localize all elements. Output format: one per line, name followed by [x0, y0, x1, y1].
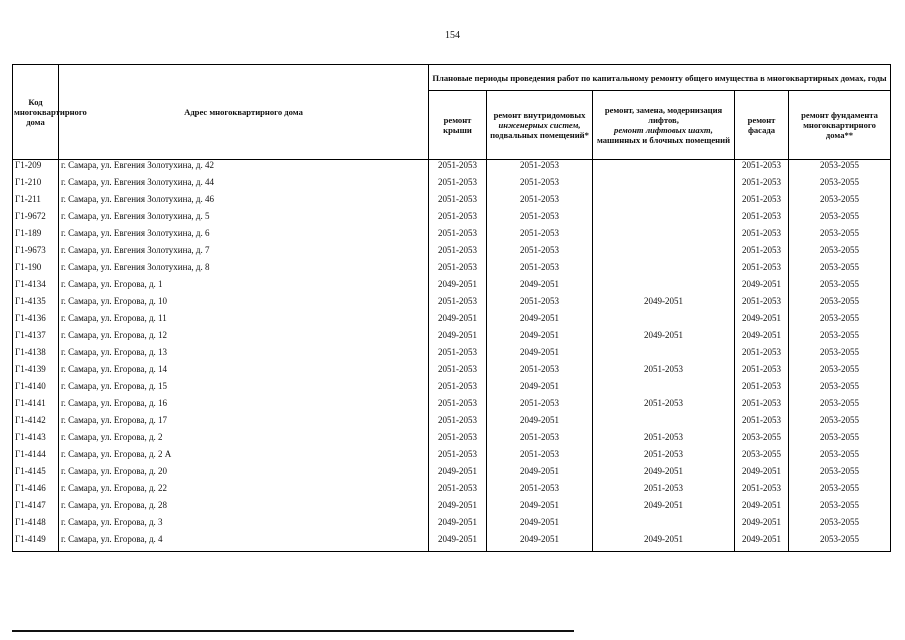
cell-address: г. Самара, ул. Евгения Золотухина, д. 46	[59, 194, 429, 211]
cell-code: Г1-209	[13, 160, 59, 178]
header-lifts-part-1: ремонт, замена, модернизация лифтов,	[604, 105, 723, 125]
cell-foundation: 2053-2055	[789, 330, 891, 347]
cell-lifts	[593, 415, 735, 432]
header-internal-part-3: подвальных помещений*	[490, 130, 589, 140]
cell-code: Г1-9672	[13, 211, 59, 228]
cell-code: Г1-4143	[13, 432, 59, 449]
cell-facade: 2049-2051	[735, 534, 789, 552]
cell-roof: 2049-2051	[429, 534, 487, 552]
cell-roof: 2051-2053	[429, 432, 487, 449]
cell-foundation: 2053-2055	[789, 228, 891, 245]
cell-roof: 2051-2053	[429, 177, 487, 194]
cell-code: Г1-4146	[13, 483, 59, 500]
header-lifts-part-3: машинных и блочных помещений	[596, 135, 731, 145]
table-row	[13, 262, 891, 279]
cell-internal-systems: 2049-2051	[487, 347, 593, 364]
table-row	[13, 449, 891, 466]
cell-address: г. Самара, ул. Егорова, д. 28	[59, 500, 429, 517]
cell-roof: 2051-2053	[429, 398, 487, 415]
cell-roof: 2051-2053	[429, 483, 487, 500]
cell-roof: 2051-2053	[429, 415, 487, 432]
table-row	[13, 160, 891, 178]
cell-roof: 2049-2051	[429, 330, 487, 347]
cell-internal-systems: 2051-2053	[487, 211, 593, 228]
cell-roof: 2051-2053	[429, 211, 487, 228]
cell-code: Г1-4142	[13, 415, 59, 432]
cell-address: г. Самара, ул. Егорова, д. 12	[59, 330, 429, 347]
cell-address: г. Самара, ул. Егорова, д. 11	[59, 313, 429, 330]
header-lifts-part-2: ремонт лифтовых шахт,	[614, 125, 713, 135]
table-row	[13, 398, 891, 415]
cell-lifts	[593, 177, 735, 194]
cell-address: г. Самара, ул. Евгения Золотухина, д. 5	[59, 211, 429, 228]
cell-internal-systems: 2051-2053	[487, 262, 593, 279]
table-row	[13, 381, 891, 398]
header-group: Плановые периоды проведения работ по капитальному ремонту общего имущества в многоквартирных домах, годы	[429, 65, 891, 91]
cell-foundation: 2053-2055	[789, 211, 891, 228]
cell-facade: 2051-2053	[735, 194, 789, 211]
cell-internal-systems: 2051-2053	[487, 194, 593, 211]
cell-internal-systems: 2049-2051	[487, 381, 593, 398]
cell-facade: 2051-2053	[735, 160, 789, 178]
cell-facade: 2051-2053	[735, 364, 789, 381]
table-row	[13, 534, 891, 552]
cell-internal-systems: 2051-2053	[487, 245, 593, 262]
cell-facade: 2051-2053	[735, 211, 789, 228]
cell-lifts	[593, 160, 735, 178]
cell-address: г. Самара, ул. Егорова, д. 13	[59, 347, 429, 364]
cell-lifts: 2049-2051	[593, 466, 735, 483]
cell-foundation: 2053-2055	[789, 381, 891, 398]
cell-lifts	[593, 262, 735, 279]
cell-address: г. Самара, ул. Егорова, д. 3	[59, 517, 429, 534]
cell-address: г. Самара, ул. Егорова, д. 10	[59, 296, 429, 313]
cell-facade: 2049-2051	[735, 313, 789, 330]
cell-facade: 2051-2053	[735, 398, 789, 415]
header-internal-part-2: инженерных систем,	[498, 120, 581, 130]
cell-internal-systems: 2049-2051	[487, 279, 593, 296]
cell-code: Г1-4148	[13, 517, 59, 534]
cell-foundation: 2053-2055	[789, 160, 891, 178]
cell-internal-systems: 2051-2053	[487, 228, 593, 245]
cell-foundation: 2053-2055	[789, 500, 891, 517]
cell-internal-systems: 2049-2051	[487, 330, 593, 347]
cell-code: Г1-9673	[13, 245, 59, 262]
cell-lifts	[593, 279, 735, 296]
cell-foundation: 2053-2055	[789, 398, 891, 415]
cell-internal-systems: 2051-2053	[487, 483, 593, 500]
cell-lifts	[593, 211, 735, 228]
cell-address: г. Самара, ул. Евгения Золотухина, д. 42	[59, 160, 429, 178]
cell-internal-systems: 2051-2053	[487, 432, 593, 449]
footer-rule	[12, 630, 574, 632]
cell-internal-systems: 2049-2051	[487, 466, 593, 483]
cell-code: Г1-4134	[13, 279, 59, 296]
cell-roof: 2051-2053	[429, 381, 487, 398]
cell-lifts	[593, 245, 735, 262]
cell-address: г. Самара, ул. Евгения Золотухина, д. 7	[59, 245, 429, 262]
cell-roof: 2051-2053	[429, 262, 487, 279]
cell-roof: 2049-2051	[429, 313, 487, 330]
cell-roof: 2051-2053	[429, 296, 487, 313]
table-row	[13, 466, 891, 483]
cell-address: г. Самара, ул. Егорова, д. 1	[59, 279, 429, 296]
cell-facade: 2053-2055	[735, 449, 789, 466]
cell-lifts: 2049-2051	[593, 330, 735, 347]
cell-foundation: 2053-2055	[789, 177, 891, 194]
header-lifts	[593, 91, 735, 160]
table-row	[13, 432, 891, 449]
cell-foundation: 2053-2055	[789, 534, 891, 552]
cell-code: Г1-4145	[13, 466, 59, 483]
cell-code: Г1-4139	[13, 364, 59, 381]
table-row	[13, 500, 891, 517]
page-number: 154	[445, 30, 460, 41]
cell-foundation: 2053-2055	[789, 483, 891, 500]
table-header	[13, 65, 891, 160]
cell-internal-systems: 2051-2053	[487, 398, 593, 415]
cell-roof: 2051-2053	[429, 347, 487, 364]
cell-address: г. Самара, ул. Евгения Золотухина, д. 6	[59, 228, 429, 245]
header-internal-part-1: ремонт внутридомовых	[493, 110, 586, 120]
header-address: Адрес многоквартирного дома	[59, 65, 429, 160]
cell-lifts: 2051-2053	[593, 398, 735, 415]
cell-facade: 2051-2053	[735, 381, 789, 398]
cell-lifts: 2051-2053	[593, 432, 735, 449]
cell-facade: 2049-2051	[735, 279, 789, 296]
cell-address: г. Самара, ул. Егорова, д. 4	[59, 534, 429, 552]
cell-facade: 2051-2053	[735, 262, 789, 279]
table-row	[13, 296, 891, 313]
table-row	[13, 313, 891, 330]
header-foundation: ремонт фундамента многоквартирного дома**	[789, 91, 891, 160]
cell-internal-systems: 2051-2053	[487, 160, 593, 178]
cell-internal-systems: 2049-2051	[487, 534, 593, 552]
table-row	[13, 483, 891, 500]
cell-foundation: 2053-2055	[789, 347, 891, 364]
cell-roof: 2051-2053	[429, 228, 487, 245]
cell-lifts: 2049-2051	[593, 296, 735, 313]
cell-foundation: 2053-2055	[789, 449, 891, 466]
cell-internal-systems: 2049-2051	[487, 313, 593, 330]
cell-foundation: 2053-2055	[789, 415, 891, 432]
cell-lifts: 2049-2051	[593, 534, 735, 552]
cell-roof: 2049-2051	[429, 517, 487, 534]
cell-foundation: 2053-2055	[789, 364, 891, 381]
cell-lifts: 2051-2053	[593, 364, 735, 381]
cell-address: г. Самара, ул. Егорова, д. 2	[59, 432, 429, 449]
cell-code: Г1-4138	[13, 347, 59, 364]
cell-internal-systems: 2049-2051	[487, 517, 593, 534]
cell-code: Г1-4136	[13, 313, 59, 330]
cell-internal-systems: 2051-2053	[487, 296, 593, 313]
cell-facade: 2051-2053	[735, 415, 789, 432]
cell-roof: 2051-2053	[429, 194, 487, 211]
cell-address: г. Самара, ул. Егорова, д. 15	[59, 381, 429, 398]
cell-lifts	[593, 347, 735, 364]
cell-address: г. Самара, ул. Евгения Золотухина, д. 8	[59, 262, 429, 279]
cell-facade: 2051-2053	[735, 245, 789, 262]
cell-internal-systems: 2051-2053	[487, 364, 593, 381]
cell-address: г. Самара, ул. Евгения Золотухина, д. 44	[59, 177, 429, 194]
table-row	[13, 245, 891, 262]
cell-foundation: 2053-2055	[789, 517, 891, 534]
table-row	[13, 517, 891, 534]
cell-foundation: 2053-2055	[789, 296, 891, 313]
cell-facade: 2051-2053	[735, 296, 789, 313]
cell-lifts	[593, 194, 735, 211]
table-body	[13, 160, 891, 552]
cell-roof: 2051-2053	[429, 364, 487, 381]
header-internal-systems	[487, 91, 593, 160]
cell-address: г. Самара, ул. Егорова, д. 20	[59, 466, 429, 483]
cell-facade: 2051-2053	[735, 228, 789, 245]
cell-foundation: 2053-2055	[789, 245, 891, 262]
cell-facade: 2049-2051	[735, 330, 789, 347]
cell-internal-systems: 2051-2053	[487, 177, 593, 194]
cell-lifts: 2051-2053	[593, 483, 735, 500]
cell-lifts: 2049-2051	[593, 500, 735, 517]
cell-code: Г1-4147	[13, 500, 59, 517]
cell-lifts: 2051-2053	[593, 449, 735, 466]
cell-facade: 2049-2051	[735, 500, 789, 517]
capital-repair-table	[12, 64, 891, 552]
cell-code: Г1-211	[13, 194, 59, 211]
table-row	[13, 177, 891, 194]
cell-code: Г1-189	[13, 228, 59, 245]
cell-code: Г1-4137	[13, 330, 59, 347]
cell-lifts	[593, 517, 735, 534]
cell-address: г. Самара, ул. Егорова, д. 14	[59, 364, 429, 381]
cell-foundation: 2053-2055	[789, 432, 891, 449]
header-facade: ремонт фасада	[735, 91, 789, 160]
cell-facade: 2053-2055	[735, 432, 789, 449]
cell-code: Г1-190	[13, 262, 59, 279]
cell-address: г. Самара, ул. Егорова, д. 22	[59, 483, 429, 500]
cell-code: Г1-4140	[13, 381, 59, 398]
cell-address: г. Самара, ул. Егорова, д. 17	[59, 415, 429, 432]
cell-internal-systems: 2049-2051	[487, 415, 593, 432]
cell-foundation: 2053-2055	[789, 313, 891, 330]
cell-roof: 2051-2053	[429, 449, 487, 466]
cell-lifts	[593, 381, 735, 398]
table-row	[13, 364, 891, 381]
cell-facade: 2051-2053	[735, 177, 789, 194]
cell-facade: 2049-2051	[735, 517, 789, 534]
cell-roof: 2051-2053	[429, 160, 487, 178]
cell-facade: 2051-2053	[735, 347, 789, 364]
cell-foundation: 2053-2055	[789, 279, 891, 296]
table-row	[13, 330, 891, 347]
cell-address: г. Самара, ул. Егорова, д. 16	[59, 398, 429, 415]
cell-code: Г1-4141	[13, 398, 59, 415]
table-row	[13, 347, 891, 364]
cell-foundation: 2053-2055	[789, 262, 891, 279]
cell-roof: 2049-2051	[429, 279, 487, 296]
cell-lifts	[593, 313, 735, 330]
cell-facade: 2051-2053	[735, 483, 789, 500]
table-row	[13, 211, 891, 228]
header-code: Код многоквартирного дома	[13, 65, 59, 160]
cell-internal-systems: 2051-2053	[487, 449, 593, 466]
cell-address: г. Самара, ул. Егорова, д. 2 А	[59, 449, 429, 466]
header-roof: ремонт крыши	[429, 91, 487, 160]
cell-lifts	[593, 228, 735, 245]
cell-foundation: 2053-2055	[789, 194, 891, 211]
cell-code: Г1-210	[13, 177, 59, 194]
cell-facade: 2049-2051	[735, 466, 789, 483]
cell-code: Г1-4144	[13, 449, 59, 466]
cell-roof: 2049-2051	[429, 466, 487, 483]
table-row	[13, 228, 891, 245]
cell-code: Г1-4149	[13, 534, 59, 552]
cell-foundation: 2053-2055	[789, 466, 891, 483]
cell-roof: 2051-2053	[429, 245, 487, 262]
cell-code: Г1-4135	[13, 296, 59, 313]
cell-roof: 2049-2051	[429, 500, 487, 517]
table-row	[13, 279, 891, 296]
table-row	[13, 415, 891, 432]
table-row	[13, 194, 891, 211]
cell-internal-systems: 2049-2051	[487, 500, 593, 517]
